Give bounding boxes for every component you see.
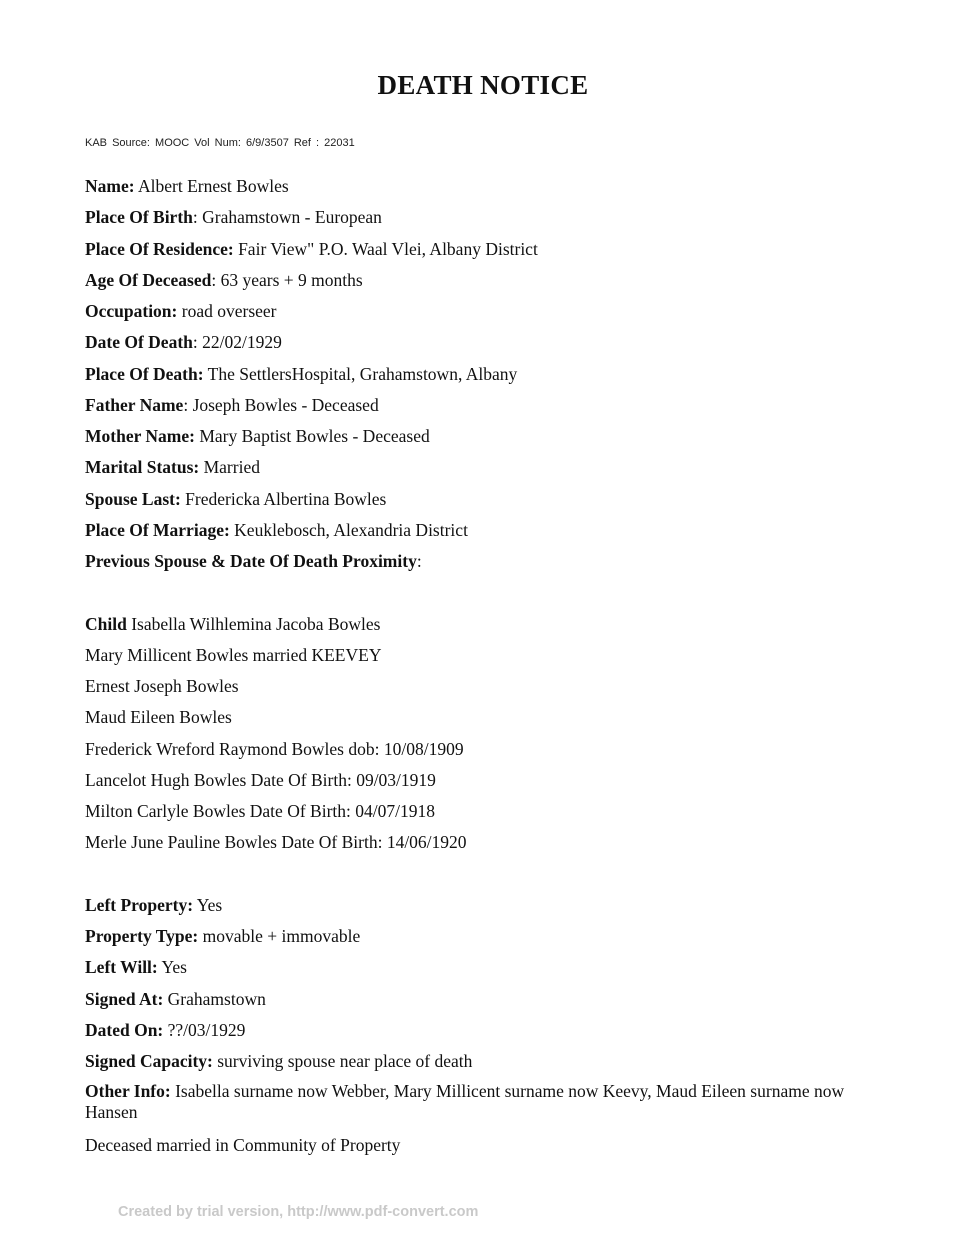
child-label: Child [85,614,127,634]
field-property-type [85,925,360,947]
field-label: Occupation: [85,301,178,321]
child-name: Isabella Wilhlemina Jacoba Bowles [131,614,381,634]
field-value: Albert Ernest Bowles [137,176,289,196]
field-value: Keuklebosch, Alexandria District [234,520,468,540]
field-value: Grahamstown [167,989,266,1009]
field-label: Place Of Residence: [85,239,234,259]
field-value: Fredericka Albertina Bowles [185,489,387,509]
field-signed-at [85,988,266,1010]
field-value: Isabella surname now Webber, Mary Millicent surname now Keevy, Maud Eileen surname now Hansen [85,1081,845,1122]
field-place-of-residence [85,238,538,260]
field-left-will [85,956,187,978]
field-value: Fair View" P.O. Waal Vlei, Albany District [238,239,538,259]
child-list-item: Lancelot Hugh Bowles Date Of Birth: 09/03/1919 [85,770,436,790]
field-label: Left Property: [85,895,194,915]
field-label: Spouse Last: [85,489,181,509]
field-name [85,175,289,197]
field-label: Left Will: [85,957,158,977]
field-mother-name [85,425,430,447]
field-signed-capacity [85,1050,472,1072]
field-label: Age Of Deceased [85,270,212,290]
field-label: Place Of Death: [85,364,204,384]
field-label: Marital Status: [85,457,200,477]
field-value: : 22/02/1929 [192,332,282,352]
child-list-item: Merle June Pauline Bowles Date Of Birth: 14/06/1920 [85,832,467,852]
child-list-item: Frederick Wreford Raymond Bowles dob: 10/08/1909 [85,739,464,759]
field-value: Yes [161,957,187,977]
field-value: Married [203,457,260,477]
field-value: : 63 years + 9 months [211,270,363,290]
field-label: Name: [85,176,135,196]
child-list-item: Mary Millicent Bowles married KEEVEY [85,645,382,665]
field-place-of-death [85,363,517,385]
field-occupation [85,300,277,322]
field-father-name [85,394,379,416]
field-label: Date Of Death [85,332,193,352]
field-value: : Joseph Bowles - Deceased [183,395,379,415]
field-label: Dated On: [85,1020,164,1040]
field-value: movable + immovable [202,926,361,946]
field-label: Father Name [85,395,184,415]
field-label: Signed At: [85,989,164,1009]
child-list-item: Milton Carlyle Bowles Date Of Birth: 04/07/1918 [85,801,435,821]
child-list-item: Ernest Joseph Bowles [85,676,239,696]
field-label: Place Of Marriage: [85,520,230,540]
field-marital-status [85,456,260,478]
field-age-of-deceased [85,269,363,291]
field-label: Other Info: [85,1081,171,1101]
child-list-item [85,613,380,635]
field-value: : [416,551,422,571]
field-value: The SettlersHospital, Grahamstown, Albany [207,364,518,384]
field-value: : Grahamstown - European [192,207,382,227]
field-value: ??/03/1929 [167,1020,246,1040]
field-value: road overseer [181,301,277,321]
field-label: Previous Spouse & Date Of Death Proximity [85,551,417,571]
page-title: DEATH NOTICE [377,70,589,100]
field-value: Mary Baptist Bowles - Deceased [199,426,430,446]
source-reference: KAB Source: MOOC Vol Num: 6/9/3507 Ref : 22031 [85,137,355,149]
community-of-property-note: Deceased married in Community of Property [85,1135,401,1155]
field-other-info [85,1081,845,1123]
field-label: Property Type: [85,926,199,946]
field-spouse-last [85,488,386,510]
field-value: Yes [196,895,223,915]
field-place-of-birth [85,206,382,228]
trial-watermark: Created by trial version, http://www.pdf-convert.com [118,1204,479,1220]
field-previous-spouse [85,550,422,572]
child-list-item: Maud Eileen Bowles [85,707,232,727]
field-left-property [85,894,222,916]
field-label: Mother Name: [85,426,195,446]
field-label: Signed Capacity: [85,1051,213,1071]
field-label: Place Of Birth [85,207,193,227]
field-value: surviving spouse near place of death [217,1051,473,1071]
field-place-of-marriage [85,519,468,541]
field-dated-on [85,1019,245,1041]
field-date-of-death [85,331,282,353]
